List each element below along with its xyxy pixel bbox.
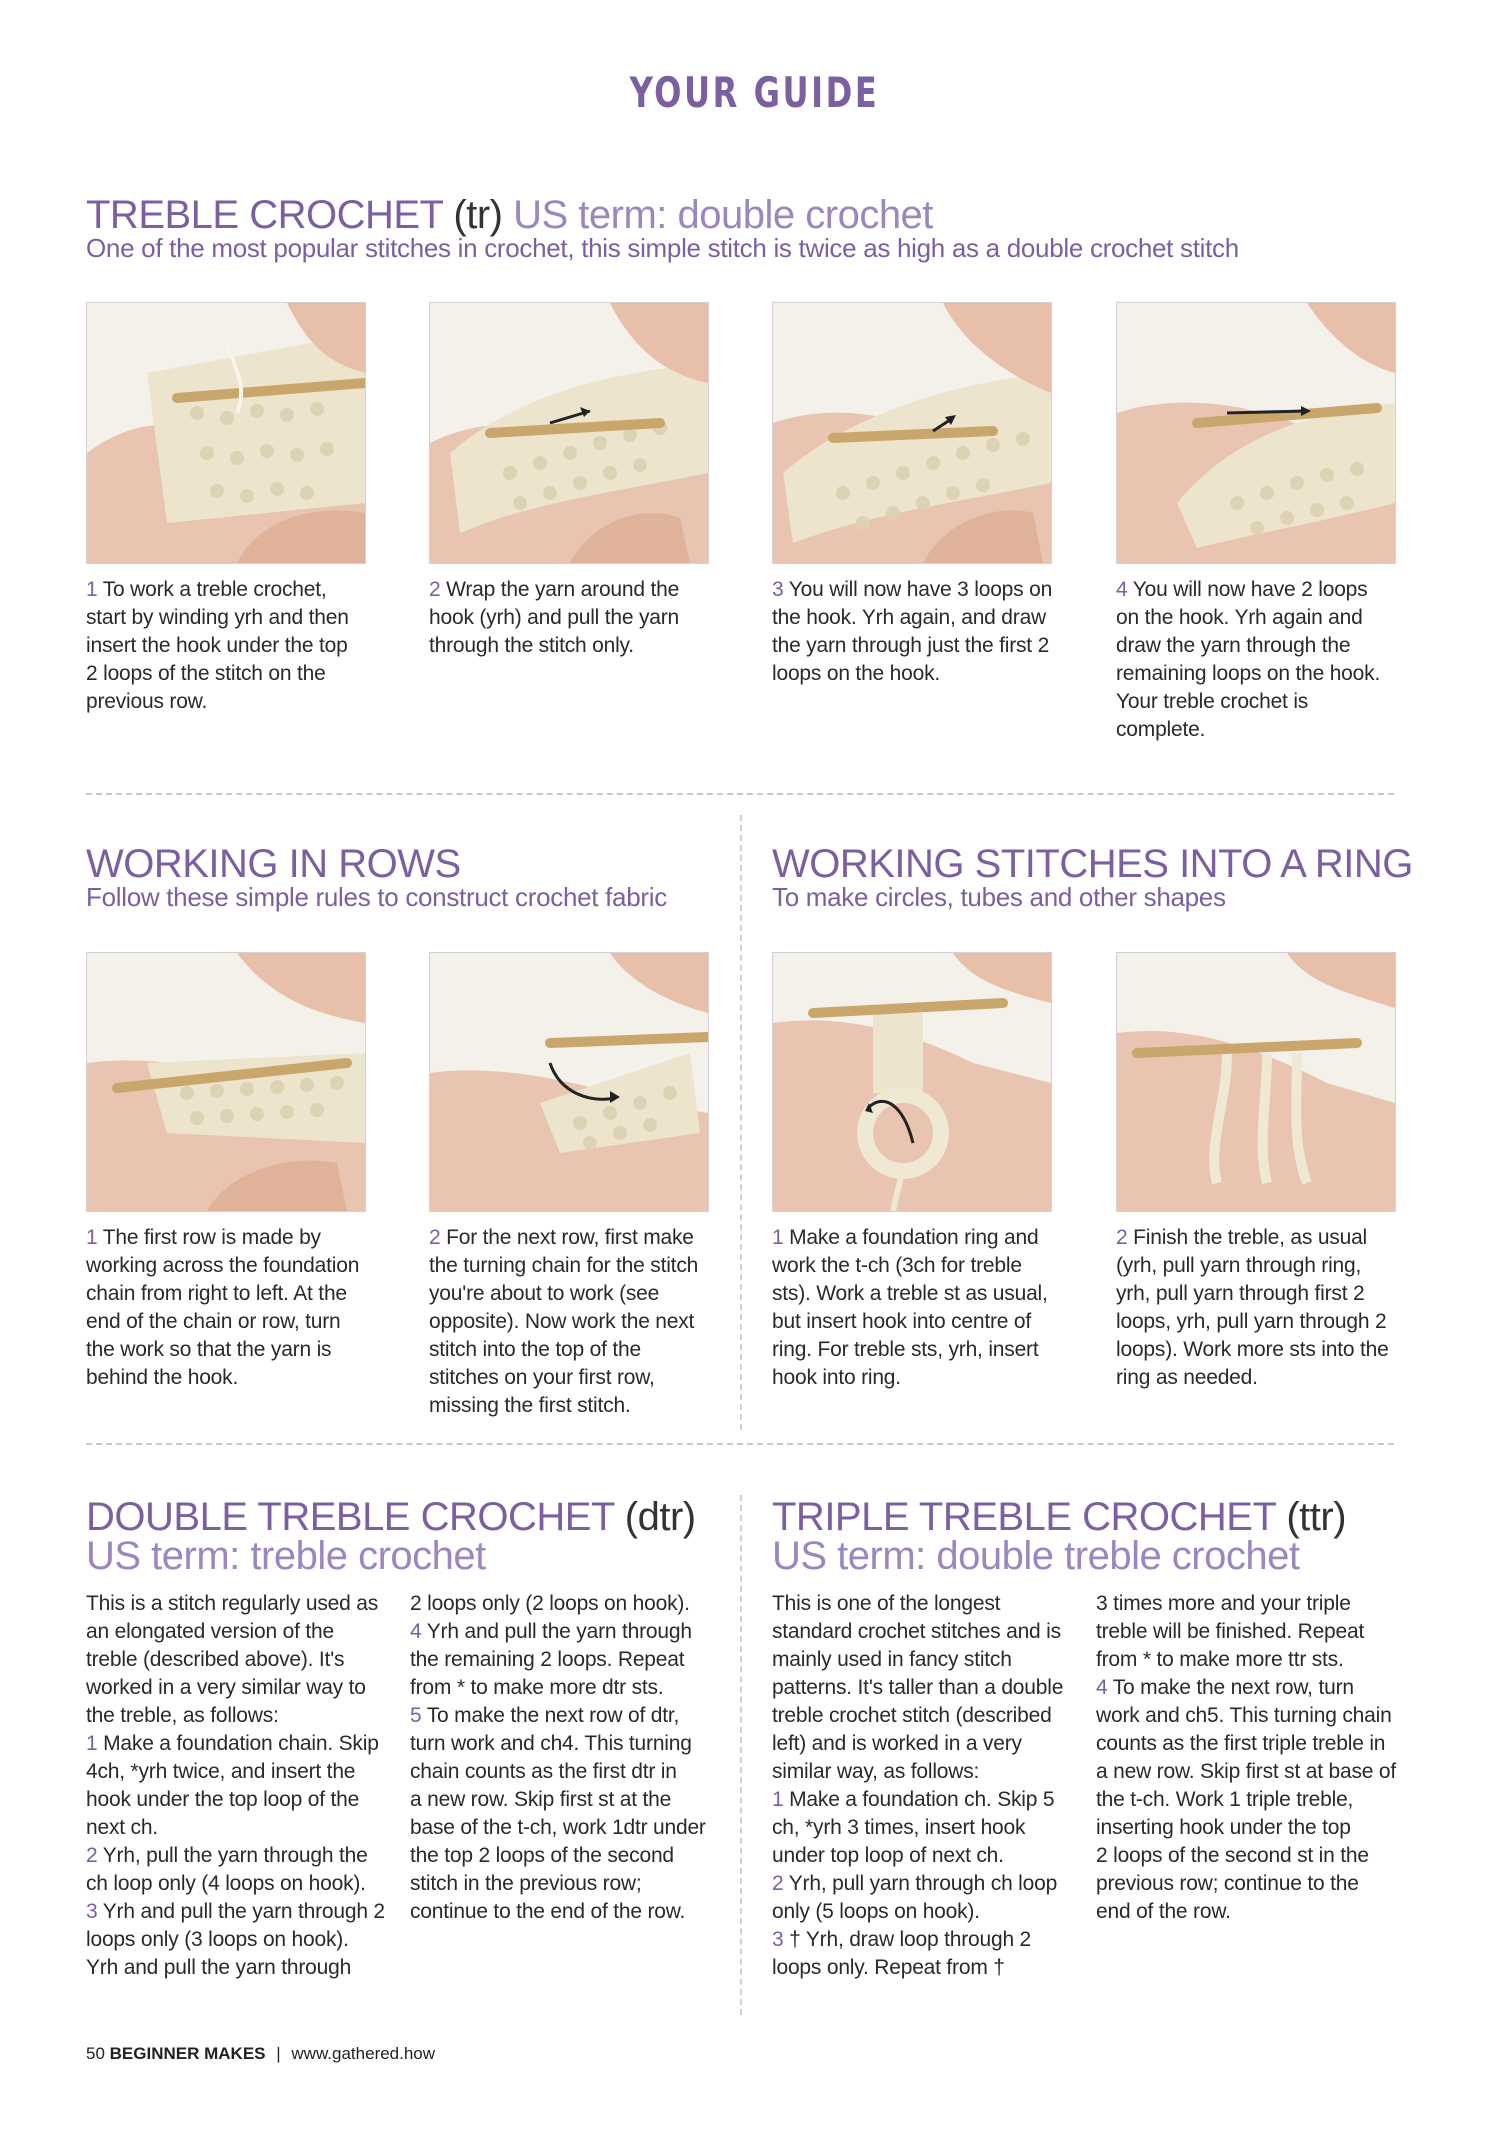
ttr-step-4-cont: 2 loops of the second st in the previous row; continue to the end of the row.: [1096, 1844, 1369, 1923]
rows-title: WORKING IN ROWS: [86, 842, 461, 886]
treble-step-3-photo: [772, 302, 1052, 564]
treble-abbr: (tr): [453, 193, 503, 237]
step-number: 1: [86, 1226, 98, 1249]
treble-step-1-caption: [86, 576, 356, 716]
step-text: To work a treble crochet, start by winding yrh and then insert the hook under the top 2 loops of the stitch on the previous row.: [86, 578, 349, 713]
rows-step-2-photo: [429, 952, 709, 1212]
step-text: Wrap the yarn around the hook (yrh) and pull the yarn through the stitch only.: [429, 578, 680, 657]
dtr-title: DOUBLE TREBLE CROCHET: [86, 1495, 615, 1539]
ring-title: WORKING STITCHES INTO A RING: [772, 842, 1413, 886]
ttr-us-term: US term: double treble crochet: [772, 1534, 1300, 1578]
treble-step-3-caption: [772, 576, 1054, 688]
dtr-column-2: [410, 1590, 715, 1926]
ttr-step-3: 3 † Yrh, draw loop through 2 loops only. Repeat from †: [772, 1928, 1032, 1979]
footer-divider: |: [276, 2044, 281, 2063]
rows-subtitle: Follow these simple rules to construct crochet fabric: [86, 882, 667, 912]
treble-step-2-photo: [429, 302, 709, 564]
step-text: The first row is made by working across the foundation chain from right to left. At the end of the chain or row, turn the work so that the yarn is behind the hook.: [86, 1226, 360, 1389]
dtr-step-5-cont: a new row. Skip first st at the base of the t-ch, work 1dtr under the top 2 loops of the second stitch in the previous row; continue to the end of the row.: [410, 1788, 706, 1923]
ring-step-1-photo: [772, 952, 1052, 1212]
treble-subtitle: One of the most popular stitches in crochet, this simple stitch is twice as high as a double crochet stitch: [86, 233, 1239, 263]
dtr-column-1: [86, 1590, 386, 1982]
step-number: 2: [429, 578, 441, 601]
step-text: Finish the treble, as usual (yrh, pull yarn through ring, yrh, pull yarn through first 2 loops, yrh, pull yarn through 2 loops). Work more sts into the ring as needed.: [1116, 1226, 1389, 1389]
section-divider: [86, 1443, 1394, 1445]
step-number: 1: [772, 1226, 784, 1249]
treble-step-2-caption: [429, 576, 699, 660]
treble-step-4-photo: [1116, 302, 1396, 564]
dtr-step-3-cont: 2 loops only (2 loops on hook).: [410, 1592, 690, 1615]
treble-step-1-photo: [86, 302, 366, 564]
column-divider: [740, 815, 742, 1430]
dtr-step-4: 4 Yrh and pull the yarn through the remaining 2 loops. Repeat from * to make more dtr sts.: [410, 1620, 692, 1699]
dtr-step-2: 2 Yrh, pull the yarn through the ch loop only (4 loops on hook).: [86, 1844, 368, 1895]
dtr-us-term: US term: treble crochet: [86, 1534, 486, 1578]
step-text: You will now have 2 loops on the hook. Yrh again and draw the yarn through the remaining loops on the hook. Your treble crochet is complete.: [1116, 578, 1381, 741]
website-link[interactable]: www.gathered.how: [291, 2044, 436, 2063]
ring-step-1-caption: [772, 1224, 1052, 1392]
treble-heading: [86, 193, 933, 238]
section-banner: YOUR GUIDE: [629, 68, 880, 117]
rows-step-1-caption: [86, 1224, 366, 1392]
column-divider: [740, 1495, 742, 2015]
step-number: 2: [429, 1226, 441, 1249]
ttr-step-1: 1 Make a foundation ch. Skip 5 ch, *yrh 3 times, insert hook under top loop of next ch.: [772, 1788, 1055, 1867]
treble-step-4-caption: [1116, 576, 1388, 744]
dtr-step-1: 1 Make a foundation chain. Skip 4ch, *yrh twice, and insert the hook under the top loop of the next ch.: [86, 1732, 379, 1839]
dtr-step-3: 3 Yrh and pull the yarn through 2 loops only (3 loops on hook). Yrh and pull the yarn through: [86, 1900, 385, 1979]
section-divider: [86, 793, 1394, 795]
page-footer: [86, 2044, 435, 2064]
step-number: 3: [772, 578, 784, 601]
step-text: For the next row, first make the turning chain for the stitch you're about to work (see opposite). Now work the next stitch into the top of the stitches on your first row, missing the first stitch.: [429, 1226, 699, 1417]
ttr-step-2: 2 Yrh, pull yarn through ch loop only (5 loops on hook).: [772, 1872, 1058, 1923]
step-number: 2: [1116, 1226, 1128, 1249]
treble-us-term: US term: double crochet: [513, 193, 933, 237]
ttr-step-4: 4 To make the next row, turn work and ch5. This turning chain counts as the first triple treble in a new row. Skip first st at base of the t-ch. Work 1 triple treble, inserting hook under the top: [1096, 1676, 1396, 1839]
ttr-intro: This is one of the longest standard crochet stitches and is mainly used in fancy stitch patterns. It's taller than a double treble crochet stitch (described left) and is worked in a very similar way, as follows:: [772, 1592, 1064, 1783]
treble-title: TREBLE CROCHET: [86, 193, 443, 237]
page-number: 50: [86, 2044, 105, 2063]
ring-step-2-caption: [1116, 1224, 1398, 1392]
step-number: 4: [1116, 578, 1128, 601]
ttr-step-3-cont: 3 times more and your triple treble will be finished. Repeat from * to make more ttr sts.: [1096, 1592, 1365, 1671]
step-text: You will now have 3 loops on the hook. Yrh again, and draw the yarn through just the first 2 loops on the hook.: [772, 578, 1053, 685]
dtr-abbr: (dtr): [624, 1495, 696, 1539]
ttr-column-1: [772, 1590, 1072, 1982]
dtr-step-5: 5 To make the next row of dtr, turn work and ch4. This turning chain counts as the first dtr in: [410, 1704, 692, 1783]
ring-step-2-photo: [1116, 952, 1396, 1212]
rows-step-2-caption: [429, 1224, 709, 1420]
step-text: Make a foundation ring and work the t-ch (3ch for treble sts). Work a treble st as usual, but insert hook into centre of ring. For treble sts, yrh, insert hook into ring.: [772, 1226, 1048, 1389]
rows-step-1-photo: [86, 952, 366, 1212]
ttr-abbr: (ttr): [1286, 1495, 1347, 1539]
ttr-title: TRIPLE TREBLE CROCHET: [772, 1495, 1276, 1539]
ring-subtitle: To make circles, tubes and other shapes: [772, 882, 1226, 912]
step-number: 1: [86, 578, 98, 601]
dtr-intro: This is a stitch regularly used as an elongated version of the treble (described above). It's worked in a very similar way to the treble, as follows:: [86, 1592, 378, 1727]
ttr-column-2: [1096, 1590, 1396, 1926]
magazine-name: BEGINNER MAKES: [109, 2044, 266, 2063]
